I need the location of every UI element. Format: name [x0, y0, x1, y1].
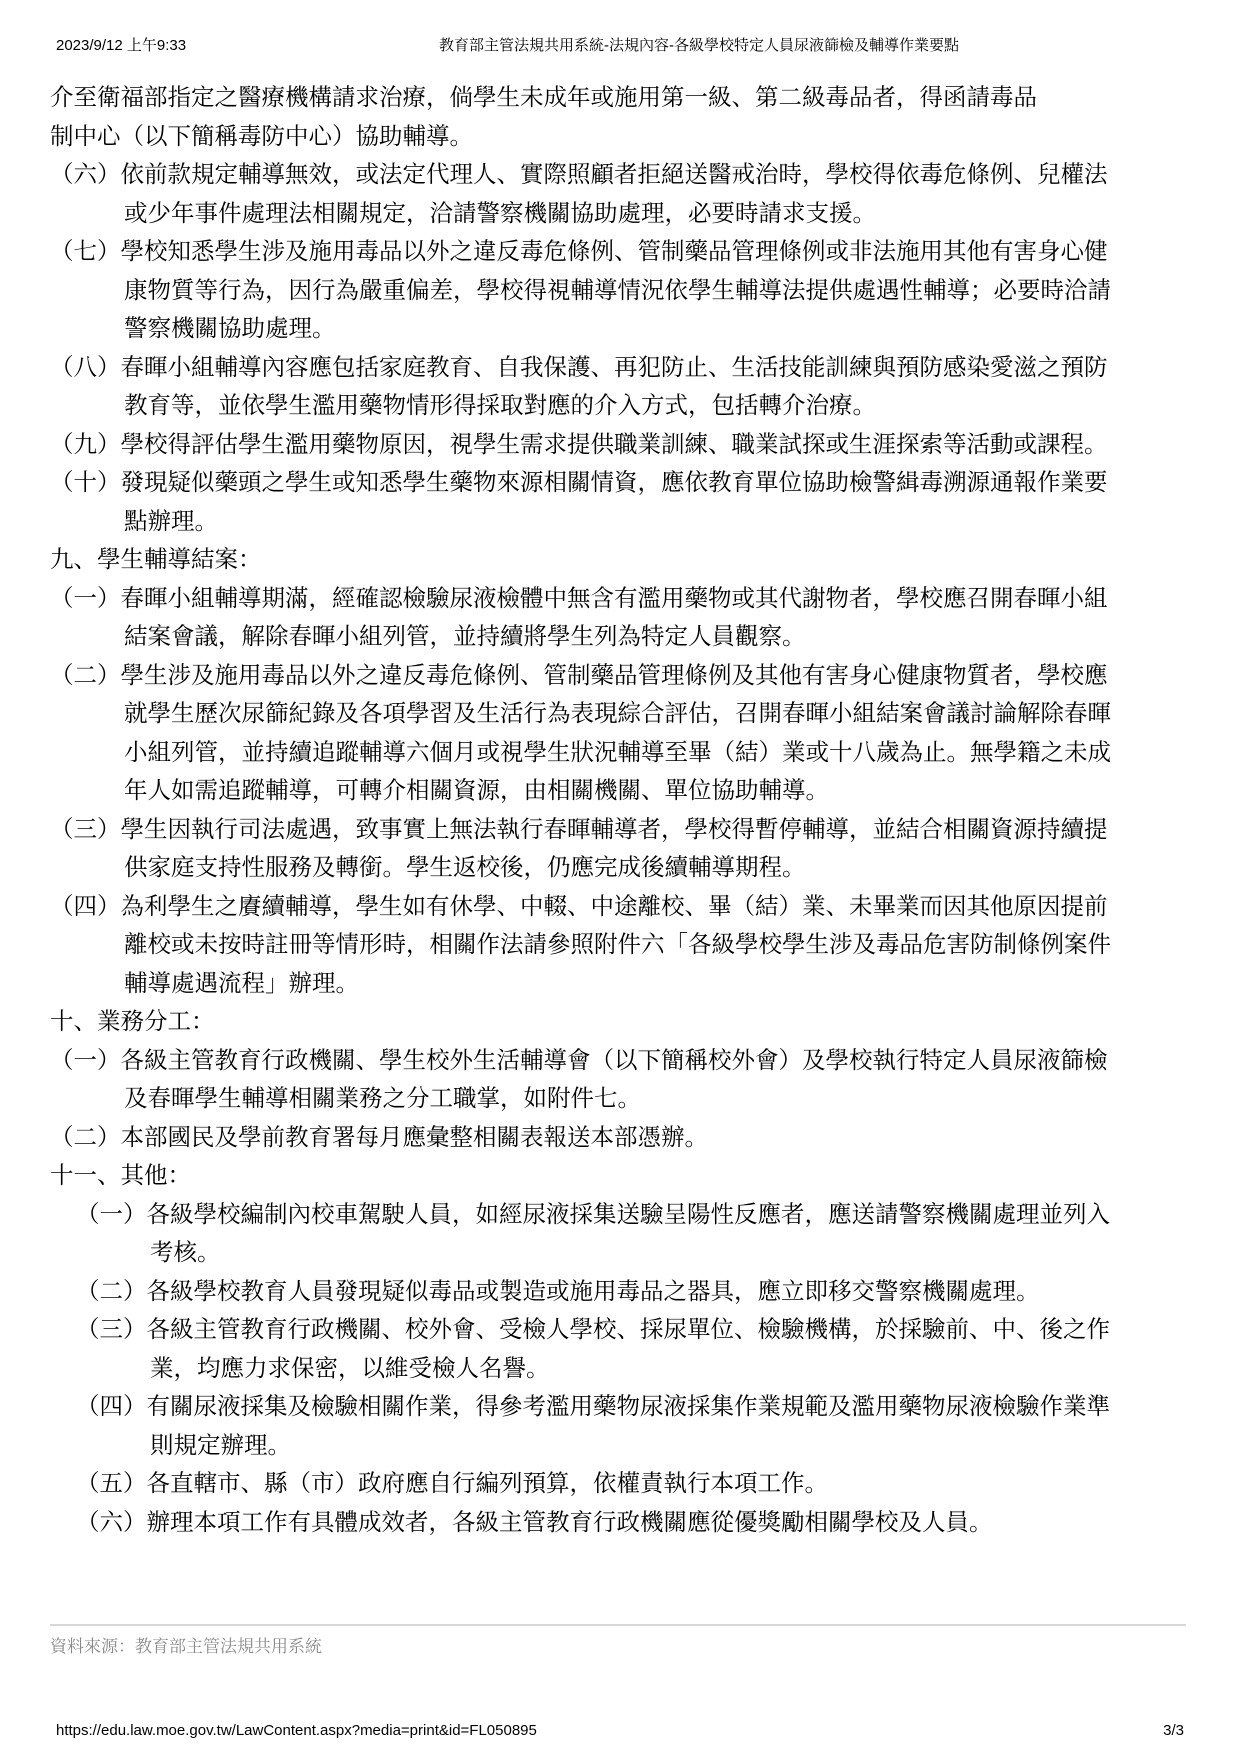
- source-note: 資料來源：教育部主管法規共用系統: [50, 1637, 322, 1657]
- text-line: 介至衛福部指定之醫療機構請求治療，倘學生未成年或施用第一級、第二級毒品者，得函請毒品: [50, 83, 1037, 111]
- text-line: 離校或未按時註冊等情形時，相關作法請參照附件六「各級學校學生涉及毒品危害防制條例案件: [124, 930, 1111, 958]
- section-11-heading: 十一、其他：: [50, 1161, 191, 1189]
- text-line: 制中心（以下簡稱毒防中心）協助輔導。: [50, 121, 473, 150]
- list-item: [76, 1387, 1190, 1464]
- list-item: [50, 810, 1190, 887]
- page-url: https://edu.law.moe.gov.tw/LawContent.aspx?media=print&id=FL050895: [56, 1722, 537, 1739]
- text-line: （九）學校得評估學生濫用藥物原因，視學生需求提供職業訓練、職業試探或生涯探索等活動或課程。: [50, 429, 1108, 458]
- list-item: [50, 1041, 1190, 1118]
- list-item: [50, 232, 1190, 348]
- text-line: （二）學生涉及施用毒品以外之違反毒危條例、管制藥品管理條例及其他有害身心健康物質者，學校應: [50, 660, 1108, 689]
- text-line: 小組列管，並持續追蹤輔導六個月或視學生狀況輔導至畢（結）業或十八歲為止。無學籍之未成: [124, 737, 1111, 766]
- list-item: [50, 425, 1190, 464]
- list-item: [50, 579, 1190, 656]
- list-item: [76, 1195, 1190, 1272]
- text-line: 康物質等行為，因行為嚴重偏差，學校得視輔導情況依學生輔導法提供處遇性輔導；必要時洽請: [124, 275, 1111, 304]
- list-item: [50, 1118, 1190, 1157]
- section-11-items: [50, 1195, 1190, 1542]
- page-title: 教育部主管法規共用系統-法規內容-各級學校特定人員尿液篩檢及輔導作業要點: [439, 37, 959, 54]
- print-datetime: 2023/9/12 上午9:33: [56, 37, 187, 54]
- text-line: （六）辦理本項工作有具體成效者，各級主管教育行政機關應從優獎勵相關學校及人員。: [76, 1507, 993, 1536]
- list-item: [50, 656, 1190, 810]
- text-line: （二）本部國民及學前教育署每月應彙整相關表報送本部憑辦。: [50, 1122, 708, 1151]
- list-item: [50, 348, 1190, 425]
- intro-paragraph: [50, 78, 1190, 155]
- text-line: 就學生歷次尿篩紀錄及各項學習及生活行為表現綜合評估，召開春暉小組結案會議討論解除春暉: [124, 699, 1111, 727]
- text-line: 考核。: [150, 1238, 221, 1266]
- text-line: （二）各級學校教育人員發現疑似毒品或製造或施用毒品之器具，應立即移交警察機關處理。: [76, 1276, 1040, 1305]
- list-item: [50, 887, 1190, 1003]
- text-line: （十）發現疑似藥頭之學生或知悉學生藥物來源相關情資，應依教育單位協助檢警緝毒溯源通報作業要: [50, 468, 1108, 496]
- section-8-items: [50, 155, 1190, 540]
- text-line: （六）依前款規定輔導無效，或法定代理人、實際照顧者拒絕送醫戒治時，學校得依毒危條例、兒權法: [50, 160, 1108, 188]
- text-line: 輔導處遇流程」辦理。: [124, 968, 359, 997]
- text-line: （五）各直轄市、縣（市）政府應自行編列預算，依權責執行本項工作。: [76, 1469, 828, 1497]
- list-item: [76, 1503, 1190, 1542]
- section-10-heading: 十、業務分工：: [50, 1007, 215, 1035]
- text-line: 結案會議，解除春暉小組列管，並持續將學生列為特定人員觀察。: [124, 622, 806, 650]
- text-line: 或少年事件處理法相關規定，洽請警察機關協助處理，必要時請求支援。: [124, 198, 876, 227]
- page-number: 3/3: [1163, 1722, 1184, 1739]
- list-item: [76, 1310, 1190, 1387]
- divider: [50, 1624, 1186, 1626]
- law-content: [50, 78, 1190, 1541]
- list-item: [50, 155, 1190, 232]
- text-line: 及春暉學生輔導相關業務之分工職掌，如附件七。: [124, 1084, 641, 1112]
- list-item: [76, 1464, 1190, 1503]
- section-9-heading: 九、學生輔導結案：: [50, 545, 262, 573]
- text-line: （四）有關尿液採集及檢驗相關作業，得參考濫用藥物尿液採集作業規範及濫用藥物尿液檢驗作業準: [76, 1392, 1110, 1420]
- text-line: （一）各級主管教育行政機關、學生校外生活輔導會（以下簡稱校外會）及學校執行特定人員尿液篩檢: [50, 1045, 1108, 1074]
- text-line: 年人如需追蹤輔導，可轉介相關資源，由相關機關、單位協助輔導。: [124, 776, 829, 804]
- text-line: 則規定辦理。: [150, 1430, 291, 1459]
- text-line: 供家庭支持性服務及轉銜。學生返校後，仍應完成後續輔導期程。: [124, 853, 806, 881]
- list-item: [50, 463, 1190, 540]
- list-item: [76, 1272, 1190, 1311]
- text-line: （三）學生因執行司法處遇，致事實上無法執行春暉輔導者，學校得暫停輔導，並結合相關資源持續提: [50, 814, 1108, 843]
- text-line: （一）各級學校編制內校車駕駛人員，如經尿液採集送驗呈陽性反應者，應送請警察機關處理並列入: [76, 1199, 1110, 1228]
- text-line: （三）各級主管教育行政機關、校外會、受檢人學校、採尿單位、檢驗機構，於採驗前、中、後之作: [76, 1315, 1110, 1343]
- text-line: 警察機關協助處理。: [124, 314, 336, 342]
- print-footer: [56, 1722, 1184, 1742]
- text-line: （一）春暉小組輔導期滿，經確認檢驗尿液檢體中無含有濫用藥物或其代謝物者，學校應召開春暉小組: [50, 583, 1108, 612]
- section-10-items: [50, 1041, 1190, 1157]
- text-line: 教育等，並依學生濫用藥物情形得採取對應的介入方式，包括轉介治療。: [124, 391, 876, 419]
- text-line: 點辦理。: [124, 506, 218, 535]
- section-9-items: [50, 579, 1190, 1003]
- text-line: （八）春暉小組輔導內容應包括家庭教育、自我保護、再犯防止、生活技能訓練與預防感染愛滋之預防: [50, 352, 1108, 381]
- text-line: （四）為利學生之賡續輔導，學生如有休學、中輟、中途離校、畢（結）業、未畢業而因其他原因提前: [50, 891, 1108, 920]
- print-header: [56, 34, 1184, 56]
- text-line: 業，均應力求保密，以維受檢人名譽。: [150, 1353, 550, 1382]
- text-line: （七）學校知悉學生涉及施用毒品以外之違反毒危條例、管制藥品管理條例或非法施用其他有害身心健: [50, 237, 1108, 265]
